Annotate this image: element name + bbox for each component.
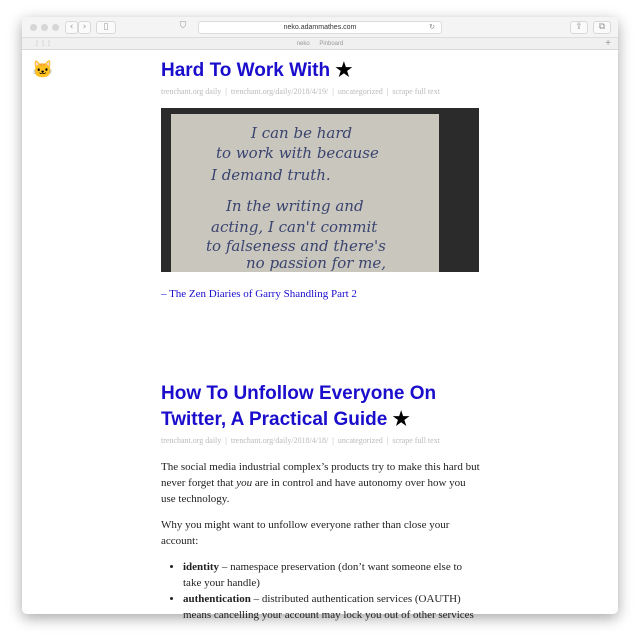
dash: – xyxy=(161,288,170,300)
emphasis: you xyxy=(236,477,253,489)
source-link[interactable]: The Zen Diaries of Garry Shandling Part 2 xyxy=(169,288,357,300)
close-window-button[interactable] xyxy=(30,24,37,31)
zoom-window-button[interactable] xyxy=(52,24,59,31)
term: identity xyxy=(183,561,220,573)
cat-logo-icon[interactable]: 🐱 xyxy=(32,60,54,79)
address-bar[interactable] xyxy=(198,21,442,34)
back-button[interactable]: ‹ xyxy=(65,21,78,34)
text: – namespace preservation (don’t want someone else to take your handle) xyxy=(183,561,463,589)
note-line: I demand truth. xyxy=(211,166,331,184)
shield-icon[interactable]: ⛉ xyxy=(179,21,187,31)
post-title[interactable] xyxy=(161,381,481,433)
browser-window xyxy=(22,17,618,621)
meta-feed[interactable]: trenchant.org daily xyxy=(161,87,222,96)
bookmark-neko[interactable]: neko xyxy=(296,41,310,47)
post-title-text: How To Unfollow Everyone On Twitter, A Practical Guide xyxy=(161,383,437,430)
page-content xyxy=(22,50,618,621)
bookmarks-bar xyxy=(22,38,618,50)
meta-scrape[interactable]: scrape full text xyxy=(392,87,440,96)
meta-category[interactable]: uncategorized xyxy=(337,87,383,96)
post xyxy=(161,58,481,300)
meta-category[interactable]: uncategorized xyxy=(337,436,383,445)
note-line: to falseness and there's xyxy=(206,237,386,255)
paragraph: Why you might want to unfollow everyone rather than close your account: xyxy=(161,519,450,547)
grid-icon[interactable]: ⋮⋮⋮ xyxy=(34,41,52,47)
bullet-list xyxy=(161,559,481,623)
paragraph xyxy=(161,459,481,507)
list-item xyxy=(183,591,481,623)
browser-toolbar xyxy=(22,17,618,38)
star-icon[interactable]: ★ xyxy=(392,409,410,430)
list-item xyxy=(183,559,481,591)
url-text: neko.adammathes.com xyxy=(283,24,357,31)
post-title[interactable] xyxy=(161,58,481,84)
share-icon[interactable]: ⇪ xyxy=(570,21,588,34)
note-line: In the writing and xyxy=(226,197,364,215)
text: are in control and have autonomy over how you use technology. xyxy=(161,477,466,505)
post-title-text: Hard To Work With xyxy=(161,60,331,81)
post-meta: trenchant.org daily | trenchant.org/daily/2018/4/19/ | uncategorized | scrape full text xyxy=(161,87,440,96)
bookmark-pinboard[interactable]: Pinboard xyxy=(319,41,344,47)
star-icon[interactable]: ★ xyxy=(335,60,353,81)
text: – distributed authentication services (OAUTH) means cancelling your account may lock you out of other services xyxy=(183,593,474,621)
meta-link[interactable]: trenchant.org/daily/2018/4/19/ xyxy=(230,87,329,96)
sidebar-toggle-icon[interactable]: ▯ xyxy=(96,21,116,34)
term: authentication xyxy=(183,593,251,605)
post-meta: trenchant.org daily | trenchant.org/daily/2018/4/18/ | uncategorized | scrape full text xyxy=(161,436,440,445)
tabs-icon[interactable]: ⧉ xyxy=(593,21,611,34)
handwritten-note-image xyxy=(161,108,479,272)
note-line: to work with because xyxy=(216,144,379,162)
reload-icon[interactable]: ↻ xyxy=(429,24,435,31)
note-line: no passion for me, xyxy=(246,254,387,272)
meta-scrape[interactable]: scrape full text xyxy=(392,436,440,445)
meta-feed[interactable]: trenchant.org daily xyxy=(161,436,222,445)
note-line: acting, I can't commit xyxy=(211,218,378,236)
meta-link[interactable]: trenchant.org/daily/2018/4/18/ xyxy=(230,436,329,445)
minimize-window-button[interactable] xyxy=(41,24,48,31)
note-line: I can be hard xyxy=(251,124,353,142)
text: The social media industrial complex’s products try to make this hard but never forget that xyxy=(161,461,480,489)
post xyxy=(161,381,481,623)
new-tab-icon[interactable]: + xyxy=(605,38,611,49)
forward-button[interactable]: › xyxy=(78,21,91,34)
quote-attribution xyxy=(161,288,481,300)
